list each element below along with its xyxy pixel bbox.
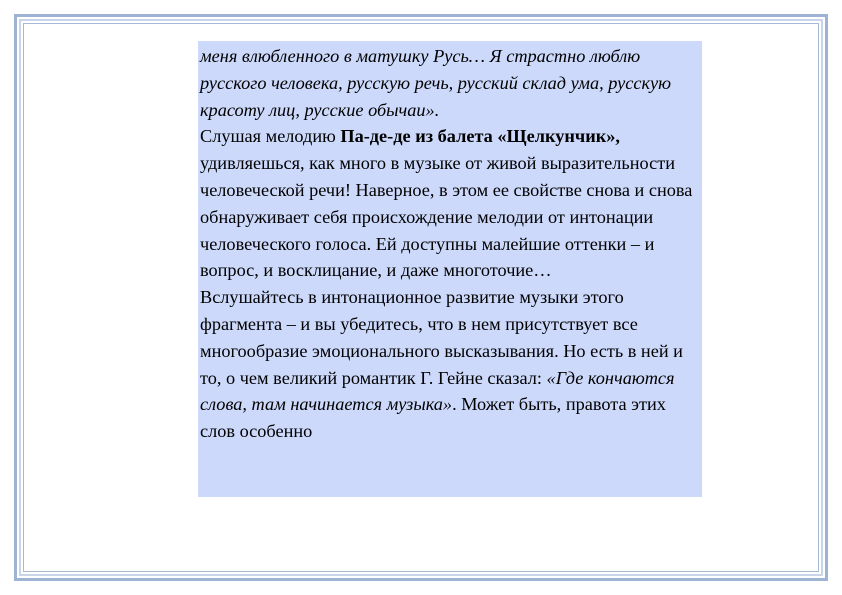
listen-paragraph <box>200 123 702 284</box>
listen-rest: удивляешься, как много в музыке от живой выразительности человеческой речи! Наверное, в этом ее свойстве снова и снова обнаруживает себя происхождение мелодии от интонации человеческого голоса. Ей доступны малейшие оттенки – и вопрос, и восклицание, и даже многоточие… <box>200 153 693 281</box>
text-block <box>198 41 702 497</box>
final-sentence: . Может быть, правота этих слов особенно <box>200 394 666 442</box>
heine-quote: «Где кончаются слова, там начинается музыка» <box>200 367 675 415</box>
listen-closely-text: Вслушайтесь в интонационное развитие музыки этого фрагмента – и вы убедитесь, что в нем присутствует все многообразие эмоционального высказывания. Но есть в ней и то, о чем великий романтик Г. Гейне сказал: <box>200 287 683 388</box>
piece-title: Па-де-де из балета «Щелкунчик», <box>340 126 620 147</box>
listen-intro: Слушая мелодию <box>200 126 341 147</box>
quote-paragraph <box>200 43 702 123</box>
tolstoy-quote: меня влюбленного в матушку Русь… Я страстно люблю русского человека, русскую речь, русский склад ума, русскую красоту лиц, русские обычаи». <box>200 46 672 120</box>
closing-paragraph <box>200 284 702 445</box>
